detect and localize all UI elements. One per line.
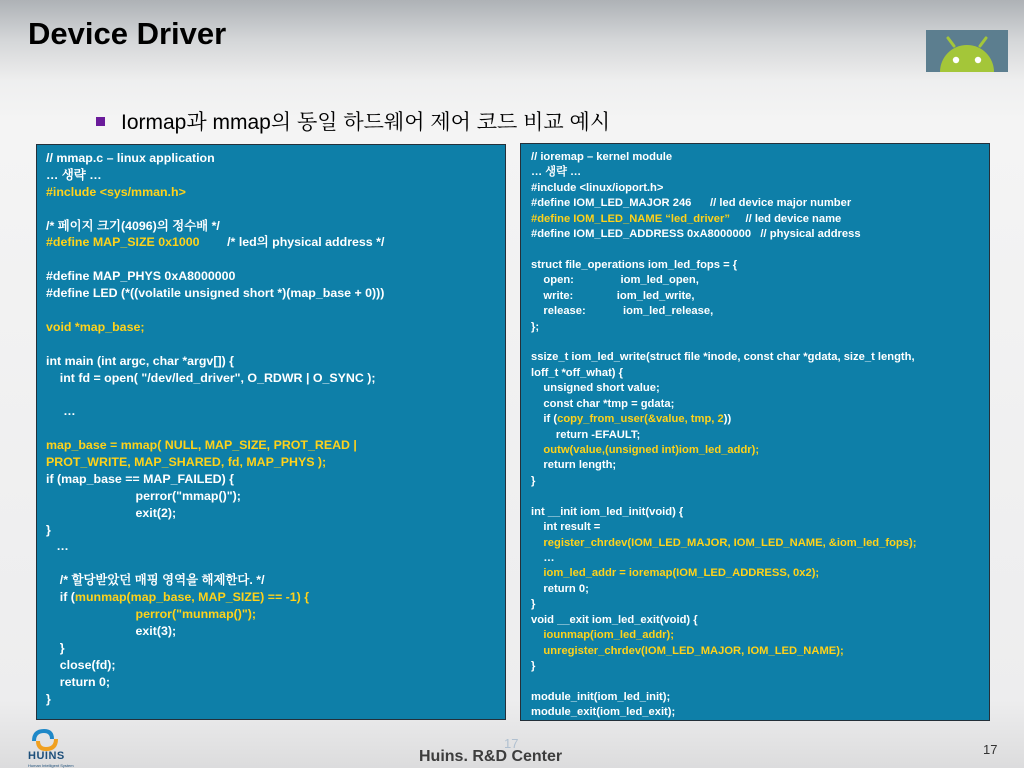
code-line: register_chrdev(IOM_LED_MAJOR, IOM_LED_NAME, &iom_led_fops); bbox=[531, 536, 917, 549]
code-line bbox=[521, 674, 989, 689]
code-segment: #define MAP_SIZE 0x1000 bbox=[46, 235, 200, 250]
code-line: … 생략 … bbox=[46, 167, 102, 182]
code-line: }; bbox=[531, 320, 540, 333]
code-line: // mmap.c – linux application bbox=[46, 151, 215, 165]
code-line: /* 할당받았던 매핑 영역을 해제한다. */ bbox=[46, 573, 265, 588]
code-line: iounmap(iom_led_addr); bbox=[531, 629, 674, 642]
code-segment: )) bbox=[723, 413, 732, 426]
code-line: #include <linux/ioport.h> bbox=[531, 181, 664, 194]
code-line: map_base = mmap( NULL, MAP_SIZE, PROT_READ | bbox=[46, 438, 357, 453]
code-line: return length; bbox=[531, 459, 617, 472]
code-segment: // led device name bbox=[729, 212, 842, 225]
code-line: void *map_base; bbox=[46, 319, 145, 334]
code-line bbox=[37, 302, 505, 319]
page-number: 17 bbox=[983, 742, 998, 757]
code-line: int result = bbox=[531, 521, 601, 534]
brand-wordmark: HUINS bbox=[28, 750, 65, 762]
faint-page-number: 17 bbox=[504, 736, 519, 751]
code-line: } bbox=[46, 640, 65, 655]
huins-logo bbox=[28, 729, 80, 768]
code-line: … bbox=[46, 539, 69, 554]
code-line bbox=[37, 201, 505, 218]
brand-tagline: Human Intelligent System bbox=[28, 763, 74, 768]
code-line: struct file_operations iom_led_fops = { bbox=[531, 258, 738, 271]
code-line: exit(2); bbox=[46, 505, 177, 520]
code-line bbox=[521, 335, 989, 350]
bullet-square-icon bbox=[96, 117, 105, 126]
code-line: write: iom_led_write, bbox=[531, 289, 695, 302]
code-line: if (map_base == MAP_FAILED) { bbox=[46, 471, 234, 486]
code-line: #define IOM_LED_MAJOR 246 // led device major number bbox=[531, 197, 852, 210]
code-line bbox=[37, 234, 505, 251]
code-line: return 0; bbox=[531, 582, 589, 595]
code-line: … bbox=[46, 404, 76, 419]
code-line: } bbox=[46, 522, 51, 537]
code-line: const char *tmp = gdata; bbox=[531, 397, 675, 410]
code-line: } bbox=[531, 474, 536, 487]
huins-logo-mark bbox=[28, 729, 62, 751]
code-line: int main (int argc, char *argv[]) { bbox=[46, 353, 234, 368]
code-line: } bbox=[531, 598, 536, 611]
code-line: return 0; bbox=[46, 674, 111, 689]
code-segment: copy_from_user(&value, tmp, 2 bbox=[557, 413, 724, 426]
code-segment: #define IOM_LED_NAME “led_driver” bbox=[531, 212, 730, 225]
code-line bbox=[521, 212, 989, 227]
code-line: ssize_t iom_led_write(struct file *inode, const char *gdata, size_t length, bbox=[531, 351, 915, 364]
code-line: module_exit(iom_led_exit); bbox=[531, 706, 676, 719]
code-line bbox=[521, 489, 989, 504]
mmap-code-panel bbox=[36, 144, 506, 720]
code-segment: if ( bbox=[531, 413, 558, 426]
code-line: loff_t *off_what) { bbox=[531, 366, 623, 379]
code-line: perror("munmap()"); bbox=[46, 607, 257, 622]
code-line: } bbox=[531, 659, 536, 672]
code-line: /* 페이지 크기(4096)의 정수배 */ bbox=[46, 218, 220, 233]
code-line: } bbox=[46, 691, 51, 706]
code-segment: if ( bbox=[46, 590, 75, 605]
android-logo bbox=[926, 30, 1008, 72]
footer-center: Huins. R&D Center bbox=[419, 748, 563, 765]
code-line bbox=[37, 336, 505, 353]
code-line: void __exit iom_led_exit(void) { bbox=[531, 613, 698, 626]
subtitle-text: Iormap과 mmap의 동일 하드웨어 제어 코드 비교 예시 bbox=[121, 111, 611, 134]
code-line: PROT_WRITE, MAP_SHARED, fd, MAP_PHYS ); bbox=[46, 455, 327, 470]
code-line: … 생략 … bbox=[531, 166, 582, 179]
code-line bbox=[37, 589, 505, 606]
code-line: perror("mmap()"); bbox=[46, 488, 241, 503]
code-line: close(fd); bbox=[46, 657, 116, 672]
code-line bbox=[37, 555, 505, 572]
code-line bbox=[37, 251, 505, 268]
code-line: #define MAP_PHYS 0xA8000000 bbox=[46, 269, 236, 284]
code-line: #include <sys/mman.h> bbox=[46, 184, 186, 199]
code-line: #define LED (*((volatile unsigned short *)(map_base + 0))) bbox=[46, 286, 385, 301]
code-line: outw(value,(unsigned int)iom_led_addr); bbox=[531, 444, 760, 457]
code-segment: munmap(map_base, MAP_SIZE) == -1) { bbox=[74, 590, 310, 605]
code-line: release: iom_led_release, bbox=[531, 305, 714, 318]
code-line: // ioremap – kernel module bbox=[531, 151, 673, 163]
code-line bbox=[37, 420, 505, 437]
code-line: … bbox=[531, 551, 555, 564]
code-line: #define IOM_LED_ADDRESS 0xA8000000 // physical address bbox=[531, 228, 861, 241]
slide-subtitle bbox=[96, 106, 610, 136]
code-line: int fd = open( "/dev/led_driver", O_RDWR | O_SYNC ); bbox=[46, 370, 376, 385]
code-line bbox=[521, 243, 989, 258]
code-line bbox=[521, 412, 989, 427]
ioremap-code-panel bbox=[520, 143, 990, 721]
code-line: open: iom_led_open, bbox=[531, 274, 699, 287]
code-line: int __init iom_led_init(void) { bbox=[531, 505, 684, 518]
code-line: iom_led_addr = ioremap(IOM_LED_ADDRESS, 0x2); bbox=[531, 567, 820, 580]
code-line: unregister_chrdev(IOM_LED_MAJOR, IOM_LED_NAME); bbox=[531, 644, 844, 657]
code-line: unsigned short value; bbox=[531, 382, 660, 395]
code-line: module_init(iom_led_init); bbox=[531, 690, 671, 703]
code-line bbox=[37, 386, 505, 403]
code-segment: /* led의 physical address */ bbox=[199, 235, 385, 250]
code-line: exit(3); bbox=[46, 623, 177, 638]
code-line: return -EFAULT; bbox=[531, 428, 641, 441]
slide-title: Device Driver bbox=[28, 16, 227, 51]
